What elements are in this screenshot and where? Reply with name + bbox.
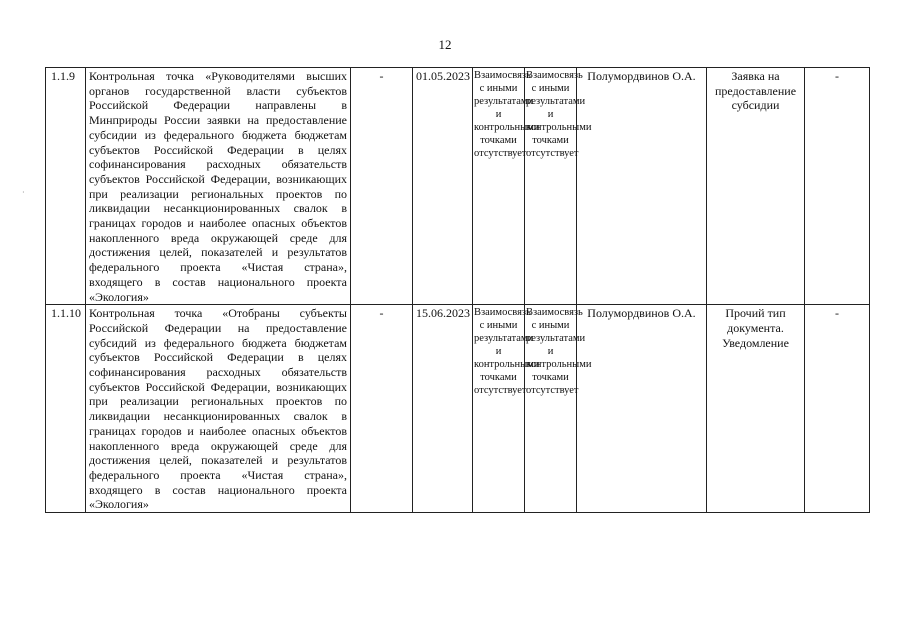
row-note: - (805, 305, 870, 513)
row-number: 1.1.9 (46, 68, 86, 305)
control-points-table (45, 67, 870, 513)
row-date: 15.06.2023 (413, 305, 473, 513)
row-responsible: Полумордвинов О.А. (577, 305, 707, 513)
row-document-type: Прочий тип документа. Уведомление (707, 305, 805, 513)
page-number: 12 (438, 37, 452, 52)
table-row (46, 68, 870, 305)
row-start: - (351, 68, 413, 305)
scan-speck: · (22, 188, 25, 197)
row-relation-1: Взаимосвязь с иными результатами и контрольными точками отсутствует (473, 305, 525, 513)
row-description: Контрольная точка «Руководителями высших органов государственной власти субъектов Российской Федерации направлены в Минприроды России заявки на предоставление субсидии из федерального бюджета бюджетам субъектов Российской Федерации в целях софинансирования расходных обязательств субъектов Российской Федерации, возникающих при реализации региональных проектов по ликвидации несанкционированных свалок в границах городов и наиболее опасных объектов накопленного вреда окружающей среде для достижения целей, показателей и результатов федерального проекта «Чистая страна», входящего в состав национального проекта «Экология» (86, 68, 351, 305)
row-description: Контрольная точка «Отобраны субъекты Российской Федерации на предоставление субсидий из федерального бюджета бюджетам субъектов Российской Федерации в целях софинансирования расходных обязательств субъектов Российской Федерации, возникающих при реализации региональных проектов по ликвидации несанкционированных свалок в границах городов и наиболее опасных объектов накопленного вреда окружающей среде для достижения целей, показателей и результатов федерального проекта «Чистая страна», входящего в состав национального проекта «Экология» (86, 305, 351, 513)
row-date: 01.05.2023 (413, 68, 473, 305)
row-document-type: Заявка на предоставление субсидии (707, 68, 805, 305)
row-note: - (805, 68, 870, 305)
row-relation-1: Взаимосвязь с иными результатами и контрольными точками отсутствует (473, 68, 525, 305)
table-row (46, 305, 870, 513)
row-relation-2: Взаимосвязь с иными результатами и контрольными точками отсутствует (525, 305, 577, 513)
row-responsible: Полумордвинов О.А. (577, 68, 707, 305)
row-start: - (351, 305, 413, 513)
row-relation-2: Взаимосвязь с иными результатами и контрольными точками отсутствует (525, 68, 577, 305)
row-number: 1.1.10 (46, 305, 86, 513)
